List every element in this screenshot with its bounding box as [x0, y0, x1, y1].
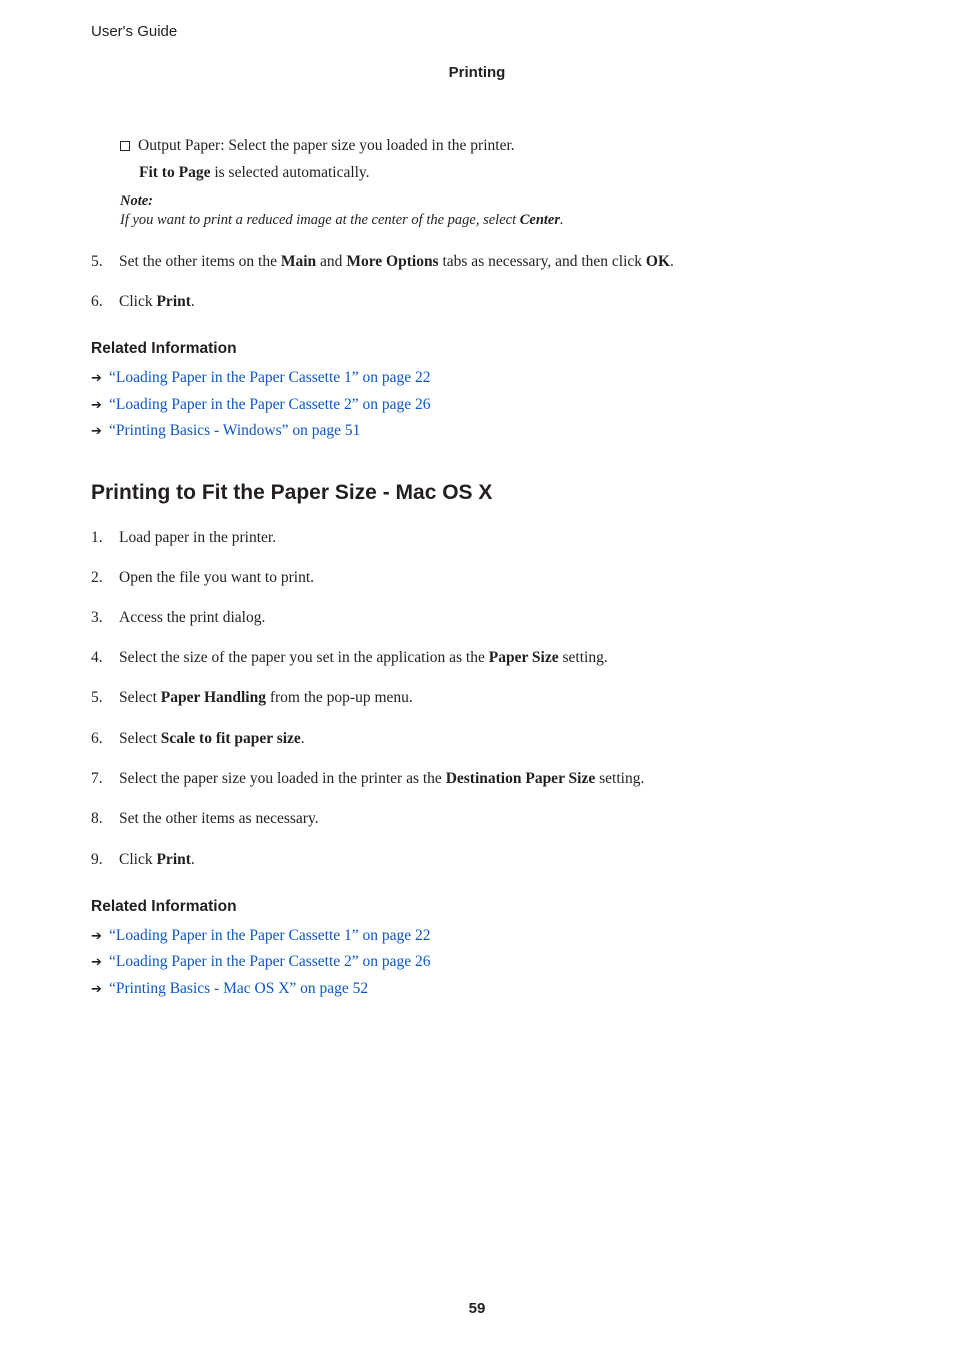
note-label: Note:: [120, 193, 154, 209]
step-text: Click: [119, 851, 157, 868]
step-number: 8.: [91, 810, 103, 827]
page-number: 59: [468, 1300, 486, 1317]
section-heading: Printing: [448, 64, 506, 81]
step-text: from the pop-up menu.: [265, 689, 413, 706]
step-number: 6.: [91, 293, 103, 310]
arrow-right-icon: ➔: [91, 929, 102, 944]
related-information-heading: Related Information: [91, 340, 237, 357]
step-bold-term: Paper Handling: [160, 689, 266, 706]
step-item: [91, 769, 644, 789]
step-text: Click: [119, 293, 157, 310]
step-item: [91, 729, 305, 749]
step-text: .: [300, 730, 305, 747]
step-item: [91, 568, 314, 588]
step-item: [91, 850, 195, 870]
output-paper-bullet: Output Paper: Select the paper size you loaded in the printer.: [120, 136, 515, 156]
related-link-row: [91, 395, 431, 416]
related-link[interactable]: “Loading Paper in the Paper Cassette 2” on page 26: [109, 396, 431, 413]
related-link[interactable]: “Loading Paper in the Paper Cassette 1” on page 22: [109, 927, 431, 944]
step-bold-term: More Options: [346, 253, 439, 270]
step-text: and: [316, 253, 347, 270]
step-bold-term: Print: [156, 293, 191, 310]
checkbox-bullet-icon: [120, 141, 130, 151]
step-text: Select the size of the paper you set in the application as the: [119, 649, 489, 666]
step-bold-term: OK: [645, 253, 671, 270]
related-information-heading: Related Information: [91, 898, 237, 915]
step-item: [91, 809, 319, 829]
related-link-row: [91, 368, 431, 389]
step-item: [91, 648, 608, 668]
step-bold-term: Destination Paper Size: [445, 770, 596, 787]
step-number: 3.: [91, 609, 103, 626]
step-text: tabs as necessary, and then click: [438, 253, 646, 270]
related-link-row: [91, 926, 431, 947]
step-item: [91, 292, 195, 312]
step-number: 7.: [91, 770, 103, 787]
step-text: .: [670, 253, 674, 270]
arrow-right-icon: ➔: [91, 955, 102, 970]
arrow-right-icon: ➔: [91, 398, 102, 413]
related-link-row: [91, 421, 360, 442]
fit-to-page-line: Fit to Page is selected automatically.: [139, 164, 370, 181]
step-text: .: [190, 851, 195, 868]
arrow-right-icon: ➔: [91, 424, 102, 439]
step-number: 6.: [91, 730, 103, 747]
step-item: [91, 608, 265, 628]
related-link[interactable]: “Loading Paper in the Paper Cassette 2” on page 26: [109, 953, 431, 970]
step-text: Open the file you want to print.: [119, 569, 314, 586]
arrow-right-icon: ➔: [91, 371, 102, 386]
step-item: [91, 688, 413, 708]
related-link[interactable]: “Loading Paper in the Paper Cassette 1” on page 22: [109, 369, 431, 386]
step-item: [91, 528, 276, 548]
step-text: Set the other items on the: [119, 253, 281, 270]
arrow-right-icon: ➔: [91, 982, 102, 997]
step-text: .: [190, 293, 195, 310]
step-bold-term: Scale to fit paper size: [160, 730, 301, 747]
step-number: 1.: [91, 529, 103, 546]
step-text: Select: [119, 689, 161, 706]
step-text: Load paper in the printer.: [119, 529, 277, 546]
section-title: Printing to Fit the Paper Size - Mac OS X: [91, 481, 493, 504]
step-text: Set the other items as necessary.: [119, 810, 319, 827]
step-bold-term: Paper Size: [488, 649, 559, 666]
step-item: [91, 252, 674, 272]
step-number: 4.: [91, 649, 103, 666]
running-head: User's Guide: [91, 23, 178, 40]
related-link-row: [91, 979, 368, 1000]
related-link[interactable]: “Printing Basics - Mac OS X” on page 52: [109, 980, 369, 997]
step-number: 5.: [91, 253, 103, 270]
step-number: 9.: [91, 851, 103, 868]
step-bold-term: Main: [280, 253, 317, 270]
step-text: Select: [119, 730, 161, 747]
step-number: 5.: [91, 689, 103, 706]
step-bold-term: Print: [156, 851, 191, 868]
note-text: If you want to print a reduced image at the center of the page, select Center.: [120, 212, 564, 228]
step-text: Access the print dialog.: [119, 609, 266, 626]
step-text: Select the paper size you loaded in the printer as the: [119, 770, 446, 787]
related-link-row: [91, 952, 431, 973]
step-number: 2.: [91, 569, 103, 586]
step-text: setting.: [595, 770, 645, 787]
related-link[interactable]: “Printing Basics - Windows” on page 51: [109, 422, 361, 439]
step-text: setting.: [558, 649, 608, 666]
